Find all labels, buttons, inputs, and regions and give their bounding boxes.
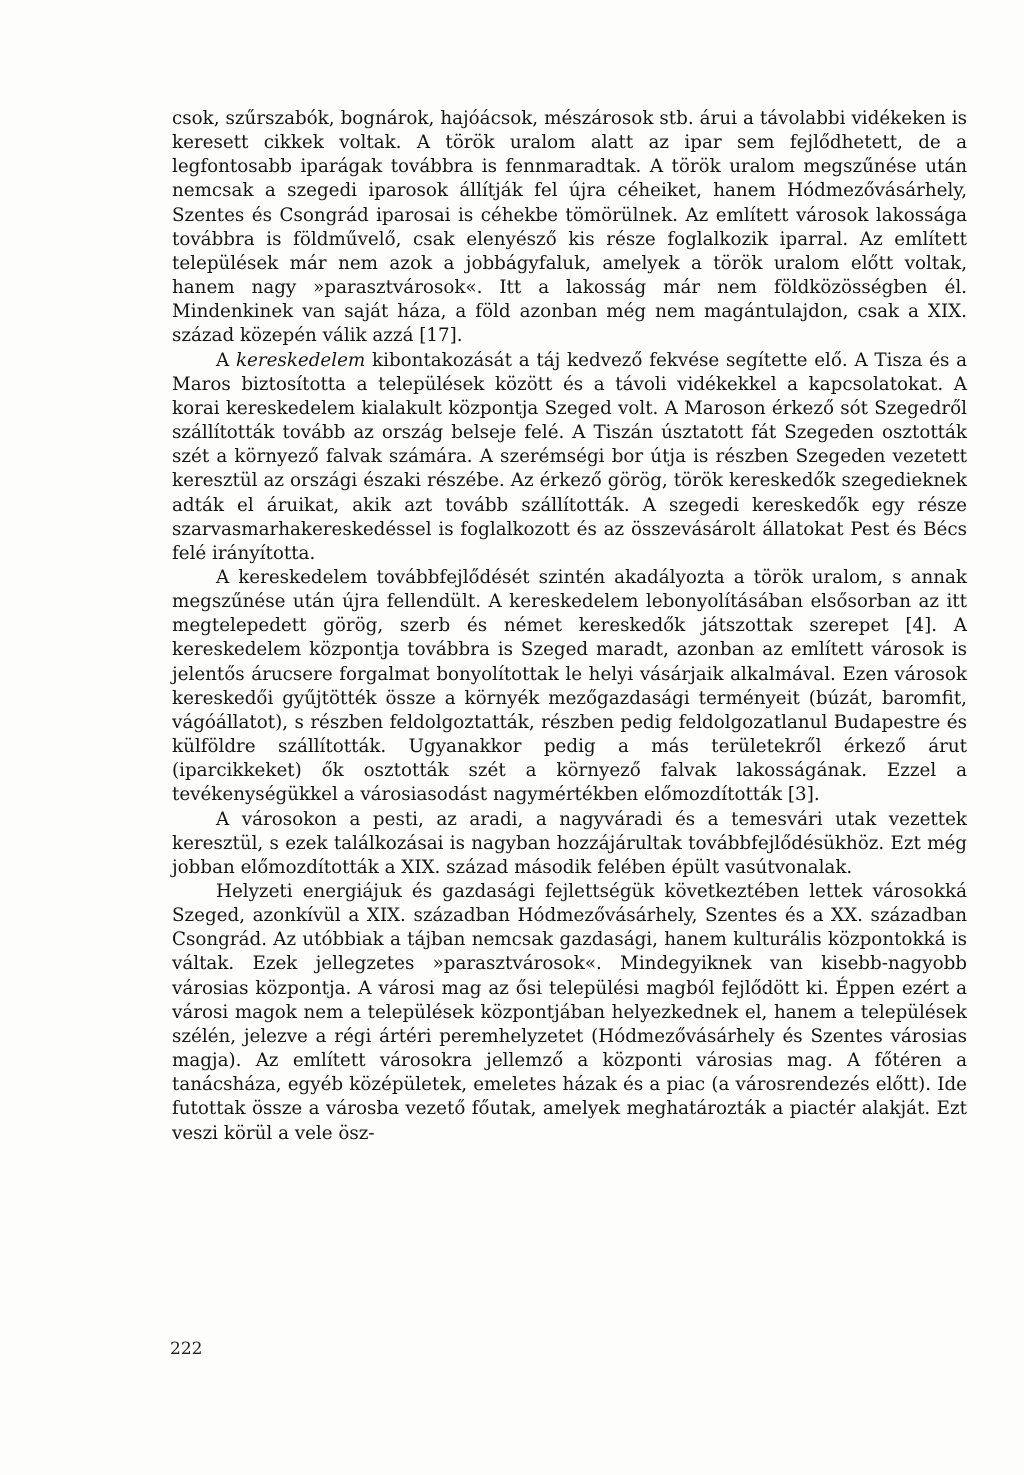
paragraph-2-lead: A xyxy=(216,349,230,371)
paragraph-2-emphasis: kereskedelem xyxy=(235,349,366,371)
paragraph-3: A kereskedelem továbbfejlődését szintén akadályozta a török uralom, s annak megszűnése után újra fellendült. A kereskedelem lebonyolításában elsősorban az itt megtelepedett görög, szerb és német kereskedők játszottak szerepet [4]. A kereskedelem központja továbbra is Szeged maradt, azonban az említett városok is jelentős árucsere forgalmat bonyolítottak le helyi vásárjaik alkalmával. Ezen városok kereskedői gyűjtötték össze a környék mezőgazdasági terményeit (búzát, baromfit, vágóállatot), s részben feldolgoztatták, részben pedig feldolgozatlanul Budapestre és külföldre szállították. Ugyanakkor pedig a más területekről érkező árut (iparcikkeket) ők osztották szét a környező falvak lakosságának. Ezzel a tevékenységükkel a városiasodást nagymértékben előmozdították [3]. xyxy=(172,566,967,806)
paragraph-1: csok, szűrszabók, bognárok, hajóácsok, mészárosok stb. árui a távolabbi vidékeken is keresett cikkek voltak. A török uralom alatt az ipar sem fejlődhetett, de a legfontosabb iparágak továbbra is fennmaradtak. A török uralom megszűnése után nemcsak a szegedi iparosok állítják fel újra céheiket, hanem Hódmezővásárhely, Szentes és Csongrád iparosai is céhekbe tömörülnek. Az említett városok lakossága továbbra is földművelő, csak elenyésző kis része foglalkozik iparral. Az említett települések már nem azok a jobbágyfaluk, amelyek a török uralom előtt voltak, hanem nagy »parasztvárosok«. Itt a lakosság már nem földközösségben él. Mindenkinek van saját háza, a föld azonban még nem magántulajdon, csak a XIX. század közepén válik azzá [17]. xyxy=(172,108,967,347)
paragraph-4: A városokon a pesti, az aradi, a nagyváradi és a temesvári utak vezettek keresztül, s ezek találkozásai is nagyban hozzájárultak továbbfejlődésükhöz. Ezt még jobban előmozdították a XIX. század második felében épült vasútvonalak. xyxy=(172,808,967,878)
paragraph-5: Helyzeti energiájuk és gazdasági fejlettségük következtében lettek városokká Szeged, azonkívül a XIX. században Hódmezővásárhely, Szentes és a XX. században Csongrád. Az utóbbiak a tájban nemcsak gazdasági, hanem kulturális központokká is váltak. Ezek jellegzetes »parasztvárosok«. Mindegyiknek van kisebb-nagyobb városias központja. A városi mag az ősi települési magból fejlődött ki. Éppen ezért a városi magok nem a települések központjában helyezkednek el, hanem a települések szélén, jelezve a régi ártéri peremhelyzetet (Hódmezővásárhely és Szentes városias magja). Az említett városokra jellemző a központi városias mag. A főtéren a tanácsháza, egyéb középületek, emeletes házak és a piac (a városrendezés előtt). Ide futottak össze a városba vezető főutak, amelyek meghatározták a piactér alakját. Ezt veszi körül a vele ösz- xyxy=(172,881,967,1144)
paragraph-2-body: kibontakozását a táj kedvező fekvése segítette elő. A Tisza és a Maros biztosította a települések között és a távoli vidékekkel a kapcsolatokat. A korai kereskedelem kialakult központja Szeged volt. A Maroson érkező sót Szegedről szállították tovább az ország belseje felé. A Tiszán úsztatott fát Szegeden osztották szét a környező falvak számára. A szerémségi bor útja is részben Szegeden vezetett keresztül az országi északi részébe. Az érkező görög, török kereskedők szegedieknek adták el áruikat, akik azt tovább szállították. A szegedi kereskedők egy része szarvasmarhakereskedéssel is foglalkozott és az összevásárolt állatokat Pest és Bécs felé irányította. xyxy=(172,349,968,564)
page-number: 222 xyxy=(170,1339,203,1359)
body-text xyxy=(172,107,967,1146)
paragraph-2 xyxy=(172,349,967,566)
